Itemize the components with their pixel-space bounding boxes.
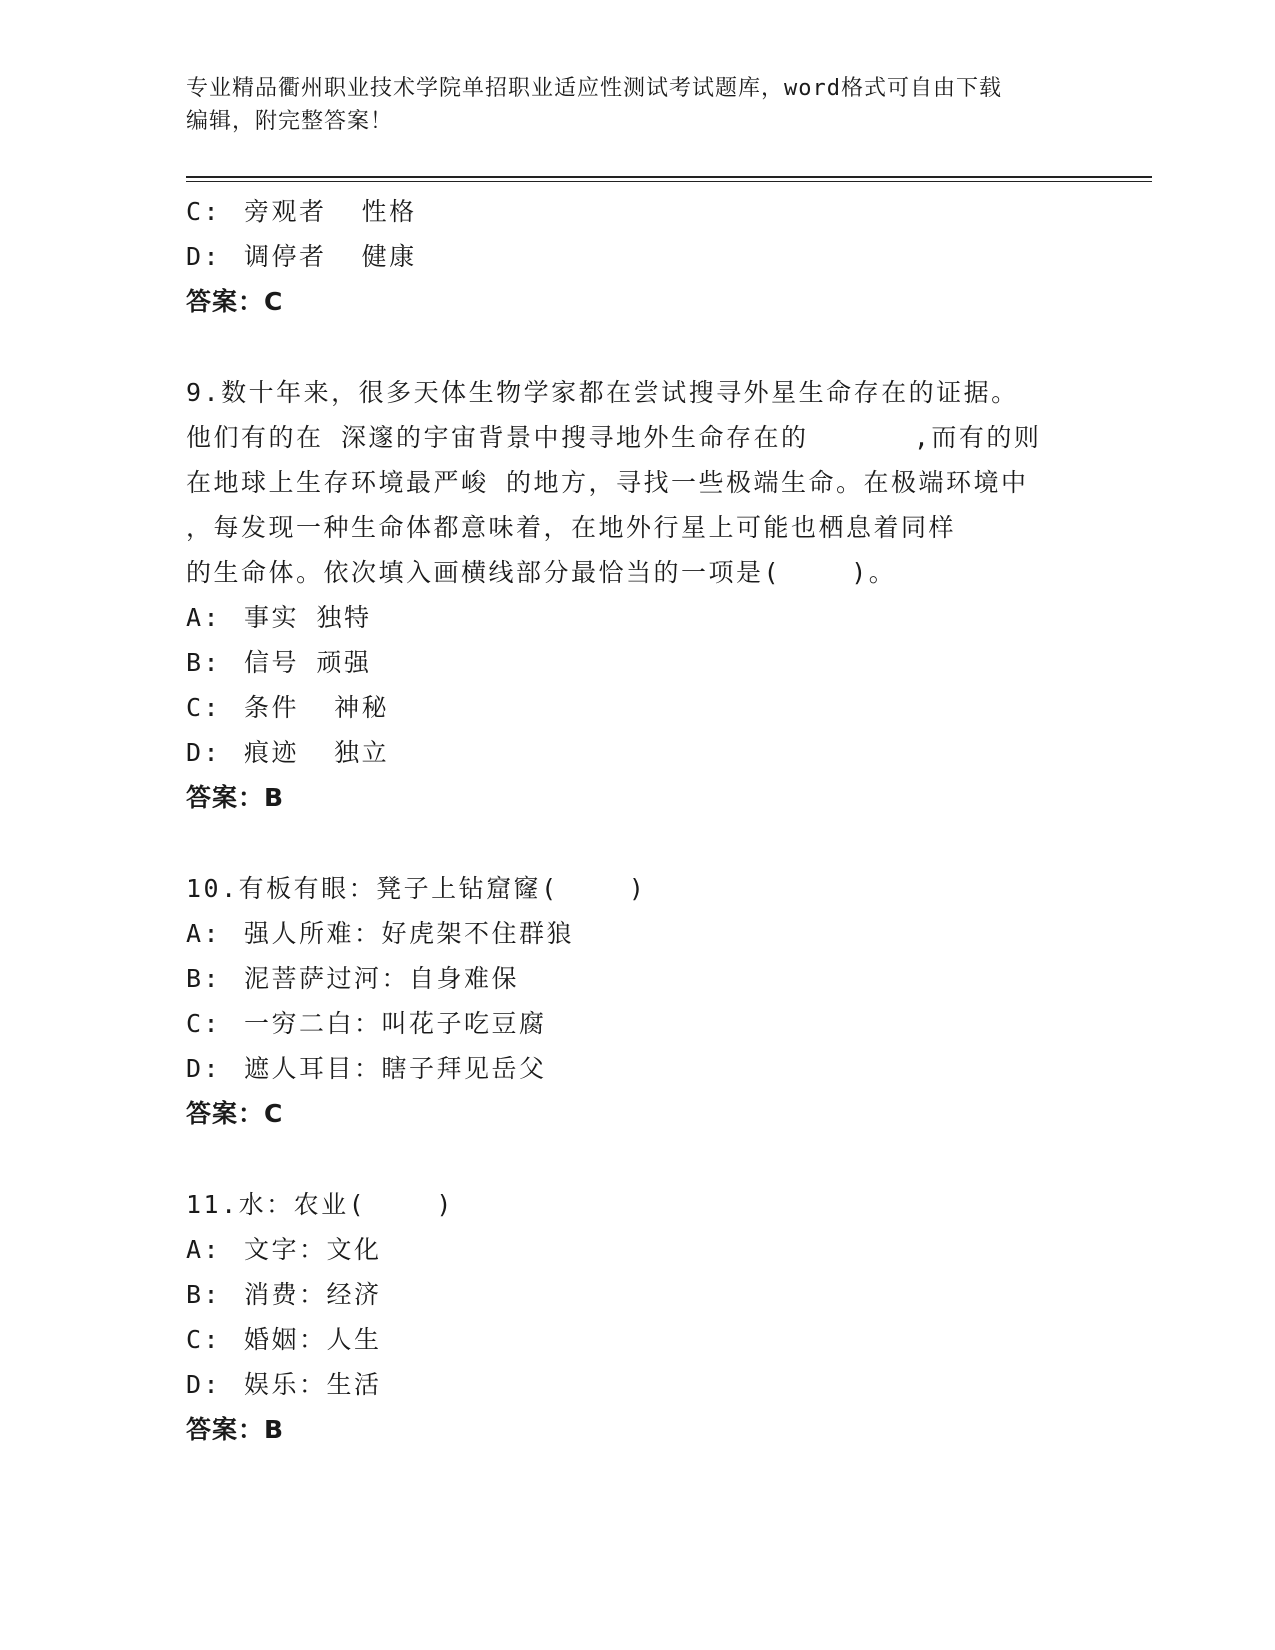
option-letter: D: — [186, 1370, 222, 1399]
option-text: 调停者 健康 — [244, 242, 417, 271]
option-text: 文字：文化 — [244, 1235, 382, 1264]
option-letter: D: — [186, 738, 222, 767]
question-9 — [186, 370, 1086, 820]
option-c — [186, 685, 1086, 730]
option-text: 一穷二白：叫花子吃豆腐 — [244, 1009, 547, 1038]
option-d — [186, 1362, 1086, 1407]
option-b — [186, 956, 1086, 1001]
question-text-line: ，每发现一种生命体都意味着，在地外行星上可能也栖息着同样 — [186, 513, 957, 542]
question-text-line: 9.数十年来，很多天体生物学家都在尝试搜寻外星生命存在的证据。 — [186, 378, 1019, 407]
question-8-tail — [186, 189, 1086, 324]
option-letter: B: — [186, 648, 222, 677]
question-title: 11.水：农业( ) — [186, 1190, 454, 1219]
option-letter: A: — [186, 603, 222, 632]
option-letter: D: — [186, 242, 222, 271]
question-text-line: 在地球上生存环境最严峻 的地方，寻找一些极端生命。在极端环境中 — [186, 468, 1029, 497]
option-text: 消费：经济 — [244, 1280, 382, 1309]
document-body — [186, 189, 1086, 1452]
header-line-1: 专业精品衢州职业技术学院单招职业适应性测试考试题库，word格式可自由下载 — [186, 76, 1002, 101]
option-letter: B: — [186, 964, 222, 993]
option-text: 婚姻：人生 — [244, 1325, 382, 1354]
option-text: 事实 独特 — [244, 603, 372, 632]
option-text: 强人所难：好虎架不住群狼 — [244, 919, 575, 948]
option-text: 娱乐：生活 — [244, 1370, 382, 1399]
header-rule — [186, 176, 1152, 178]
option-text: 痕迹 独立 — [244, 738, 390, 767]
question-text-line: 他们有的在 深邃的宇宙背景中搜寻地外生命存在的 ,而有的则 — [186, 423, 1042, 452]
option-c — [186, 1317, 1086, 1362]
option-text: 遮人耳目：瞎子拜见岳父 — [244, 1054, 547, 1083]
option-c — [186, 189, 1086, 234]
question-10 — [186, 866, 1086, 1136]
option-letter: C: — [186, 693, 222, 722]
option-a — [186, 911, 1086, 956]
option-letter: C: — [186, 197, 222, 226]
option-letter: A: — [186, 1235, 222, 1264]
question-11 — [186, 1182, 1086, 1452]
question-text-line: 的生命体。依次填入画横线部分最恰当的一项是( )。 — [186, 558, 897, 587]
option-letter: D: — [186, 1054, 222, 1083]
option-letter: B: — [186, 1280, 222, 1309]
option-a — [186, 595, 1086, 640]
answer: 答案：B — [186, 1415, 285, 1444]
header-rule-thin — [186, 181, 1152, 182]
answer: 答案：C — [186, 287, 284, 316]
option-d — [186, 1046, 1086, 1091]
page-header — [186, 72, 1086, 138]
option-d — [186, 234, 1086, 279]
option-a — [186, 1227, 1086, 1272]
option-text: 条件 神秘 — [244, 693, 390, 722]
option-d — [186, 730, 1086, 775]
header-line-2: 编辑，附完整答案！ — [186, 109, 394, 134]
answer: 答案：C — [186, 1099, 284, 1128]
option-text: 泥菩萨过河：自身难保 — [244, 964, 520, 993]
option-text: 旁观者 性格 — [244, 197, 417, 226]
option-c — [186, 1001, 1086, 1046]
option-letter: C: — [186, 1325, 222, 1354]
option-letter: C: — [186, 1009, 222, 1038]
option-letter: A: — [186, 919, 222, 948]
option-b — [186, 640, 1086, 685]
answer: 答案：B — [186, 783, 285, 812]
option-b — [186, 1272, 1086, 1317]
question-title: 10.有板有眼：凳子上钻窟窿( ) — [186, 874, 647, 903]
option-text: 信号 顽强 — [244, 648, 372, 677]
